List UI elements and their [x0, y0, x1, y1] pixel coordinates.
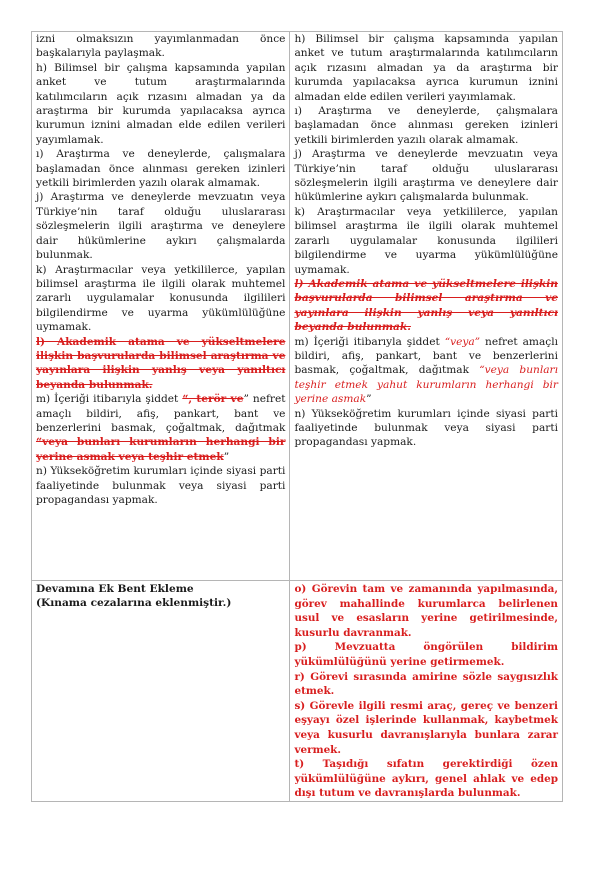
item-m-part2: ” nefret amaçlı bildiri, afiş, pankart, bant ve benzerlerini basmak, çoğaltmak, dağıtmak [36, 393, 286, 434]
paragraph-intro: izni olmaksızın yayımlanmadan önce başkalarıyla paylaşmak. [36, 33, 286, 60]
amendment-subtitle: (Kınama cezalarına eklenmiştir.) [36, 597, 232, 610]
item-m-part3: ” [366, 393, 372, 406]
item-r: r) Görevi sırasında amirine sözle saygısızlık etmek. [294, 670, 558, 698]
item-j: j) Araştırma ve deneylerde mevzuatın veya Türkiye’nin taraf olduğu uluslararası sözleşmelerin ilgili araştırma ve deneylere dair hükümlerine aykırı çalışmalarda bulunmak. [294, 148, 558, 204]
item-s: s) Görevle ilgili resmi araç, gereç ve benzeri eşyayı özel işlerinde kullanmak, kaybetmek veya kusurlu davranışlarıyla bunlara zarar vermek. [294, 699, 558, 756]
item-m-deleted-phrase: “veya bunları kurumların herhangi bir yerine asmak veya teşhir etmek [36, 436, 286, 463]
new-items-cell [290, 581, 563, 802]
amendment-label-cell [32, 581, 290, 802]
new-text-cell [290, 32, 563, 581]
item-t: t) Taşıdığı sıfatın gerektirdiği özen yükümlülüğüne aykırı, genel ahlak ve edep dışı tutum ve davranışlarda bulunmak. [294, 758, 558, 800]
item-m [294, 335, 558, 407]
item-i: ı) Araştırma ve deneylerde, çalışmalara başlamadan önce alınması gereken izinleri yetkili birimlerden yazılı olarak almamak. [294, 105, 558, 146]
item-l-deleted: l) Akademik atama ve yükseltmelere ilişkin başvurularda bilimsel araştırma ve yayınlara ilişkin yanlış veya yanıltıcı beyanda bulunmak. [36, 335, 286, 391]
item-i: ı) Araştırma ve deneylerde, çalışmalara başlamadan önce alınması gereken izinleri yetkili birimlerden yazılı olarak almamak. [36, 148, 286, 190]
item-m-inserted-phrase: “veya bunları teşhir etmek yahut kurumların herhangi bir yerine asmak [294, 364, 559, 406]
item-m-deleted-terror: “, terör ve [182, 393, 244, 406]
item-k: k) Araştırmacılar veya yetkililerce, yapılan bilimsel araştırma ile ilgili olarak muhtemel zararlı uygulamalar konusunda ilgilileri bilgilendirme ve uyarma yükümlülüğüne uymamak. [294, 205, 558, 276]
item-m-part2: nefret amaçlı bildiri, afiş, pankart, bant ve benzerlerini basmak, çoğaltmak, dağıtmak [294, 335, 558, 377]
item-h: h) Bilimsel bir çalışma kapsamında yapılan anket ve tutum araştırmalarında katılımcıların açık rızasını almadan ya da araştırma bir kurumda yapılacaksa ayrıca kurumun iznini almadan elde edilen verileri yayımlamak. [36, 61, 286, 146]
item-m [36, 392, 285, 464]
item-h: h) Bilimsel bir çalışma kapsamında yapılan anket ve tutum araştırmalarında katılımcıların açık rızasını almadan ya da araştırma bir kurumda yapılacaksa ayrıca kurumun iznini almadan elde edilen verileri yayımlamak. [294, 33, 558, 103]
item-l-deleted: l) Akademik atama ve yükseltmelere ilişkin başvurularda bilimsel araştırma ve yayınlara ilişkin yanlış veya yanıltıcı beyanda bulunmak. [294, 277, 558, 334]
item-m-part1: m) İçeriği itibarıyla şiddet [294, 335, 445, 348]
amendment-title: Devamına Ek Bent Ekleme [36, 583, 194, 595]
table-row [32, 32, 563, 581]
item-n: n) Yükseköğretim kurumları içinde siyasi parti faaliyetinde bulunmak veya siyasi parti propagandası yapmak. [294, 407, 558, 449]
item-m-part1: m) İçeriği itibarıyla şiddet [36, 393, 183, 406]
item-m-inserted-veya: “veya” [444, 335, 481, 348]
table-row [32, 581, 563, 802]
item-m-part3: ” [223, 450, 230, 463]
old-text-cell [32, 32, 290, 581]
item-n: n) Yükseköğretim kurumları içinde siyasi parti faaliyetinde bulunmak veya siyasi parti propagandası yapmak. [36, 465, 286, 506]
item-p: p) Mevzuatta öngörülen bildirim yükümlülüğünü yerine getirmemek. [294, 641, 558, 668]
item-k: k) Araştırmacılar veya yetkililerce, yapılan bilimsel araştırma ile ilgili olarak muhtemel zararlı uygulamalar konusunda ilgilileri bilgilendirme ve uyarma yükümlülüğüne uymamak. [36, 263, 286, 334]
item-j: j) Araştırma ve deneylerde mevzuatın veya Türkiye’nin taraf olduğu uluslararası sözleşmelerin ilgili araştırma ve deneylere dair hükümlerine aykırı çalışmalarda bulunmak. [36, 191, 286, 262]
comparison-table [31, 31, 563, 802]
item-o: o) Görevin tam ve zamanında yapılmasında, görev mahallinde kurumlarca belirlenen usul ve esasların yerine getirilmesinde, kusurlu davranmak. [294, 583, 558, 639]
